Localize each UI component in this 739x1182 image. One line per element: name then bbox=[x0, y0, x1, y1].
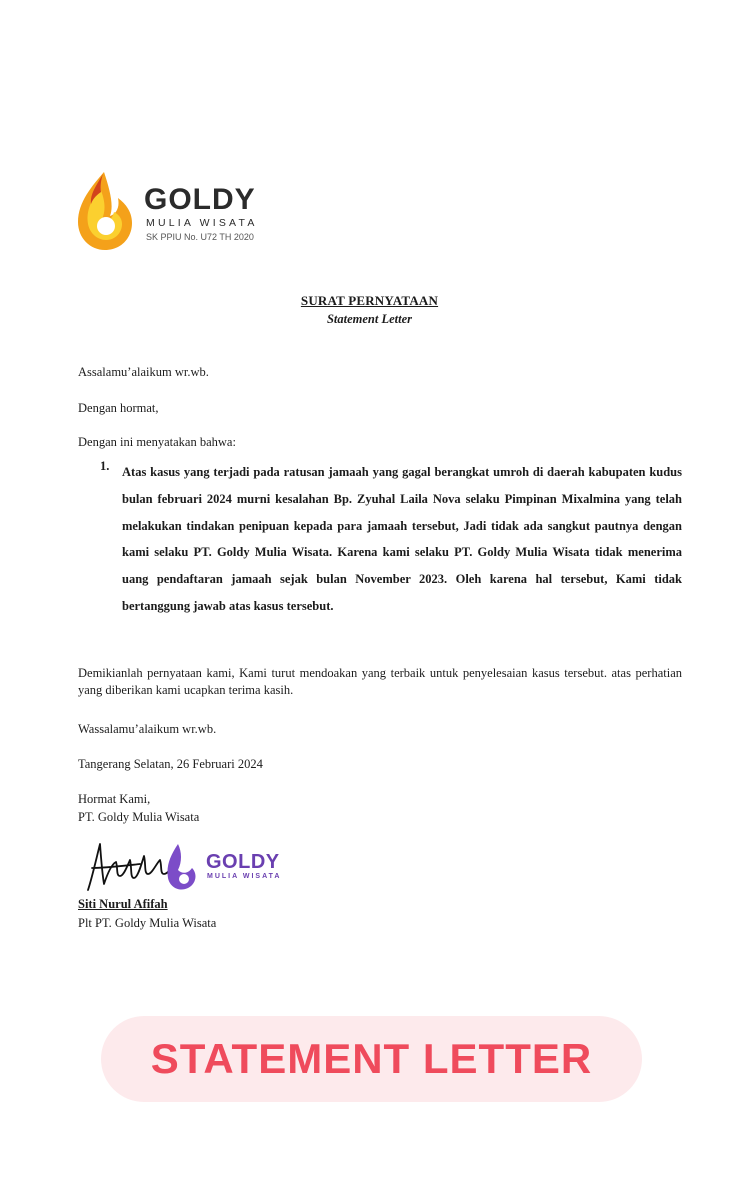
company-logo bbox=[76, 168, 306, 252]
letter-subtitle: Statement Letter bbox=[326, 312, 413, 326]
regards: Hormat Kami, bbox=[78, 792, 151, 806]
list-item-text: Atas kasus yang terjadi pada ratusan jamaah yang gagal berangkat umroh di daerah kabupaten kudus bulan februari 2024 murni kesalahan Bp. Zyuhal Laila Nova selaku Pimpinan Mixalmina yang telah melakukan tindakan penipuan kepada para jamaah tersebut, Jadi tidak ada sangkut pautnya dengan kami selaku PT. Goldy Mulia Wisata. Karena kami selaku PT. Goldy Mulia Wisata tidak menerima uang pendaftaran jamaah sejak bulan November 2023. Oleh karena hal tersebut, Kami tidak bertanggung jawab atas kasus tersebut. bbox=[122, 465, 682, 613]
place-date: Tangerang Selatan, 26 Februari 2024 bbox=[78, 757, 263, 771]
signature-stamp bbox=[82, 838, 302, 896]
company-name: PT. Goldy Mulia Wisata bbox=[78, 810, 200, 824]
logo-name: GOLDY bbox=[144, 183, 256, 216]
flame-logo-icon bbox=[76, 168, 134, 252]
logo-license: SK PPIU No. U72 TH 2020 bbox=[146, 232, 254, 242]
signer-title: Plt PT. Goldy Mulia Wisata bbox=[78, 916, 217, 930]
closing-paragraph: Demikianlah pernyataan kami, Kami turut mendoakan yang terbaik untuk penyelesaian kasus tersebut. atas perhatian yang diberikan kami ucapkan terima kasih. bbox=[78, 666, 682, 697]
greeting: Assalamu’alaikum wr.wb. bbox=[78, 365, 209, 379]
handwritten-signature bbox=[82, 838, 206, 896]
salutation: Dengan hormat, bbox=[78, 401, 159, 415]
letter-title: SURAT PERNYATAAN bbox=[300, 293, 439, 308]
list-item-number: 1. bbox=[100, 459, 110, 473]
banner-text: STATEMENT LETTER bbox=[150, 1035, 593, 1082]
stamp-name: GOLDY bbox=[206, 851, 280, 873]
logo-subtitle: MULIA WISATA bbox=[146, 217, 258, 229]
stamp-subtitle: MULIA WISATA bbox=[207, 873, 282, 880]
intro: Dengan ini menyatakan bahwa: bbox=[78, 435, 236, 449]
farewell: Wassalamu’alaikum wr.wb. bbox=[78, 722, 217, 736]
signer-name: Siti Nurul Afifah bbox=[78, 897, 168, 911]
statement-banner bbox=[101, 1016, 642, 1102]
